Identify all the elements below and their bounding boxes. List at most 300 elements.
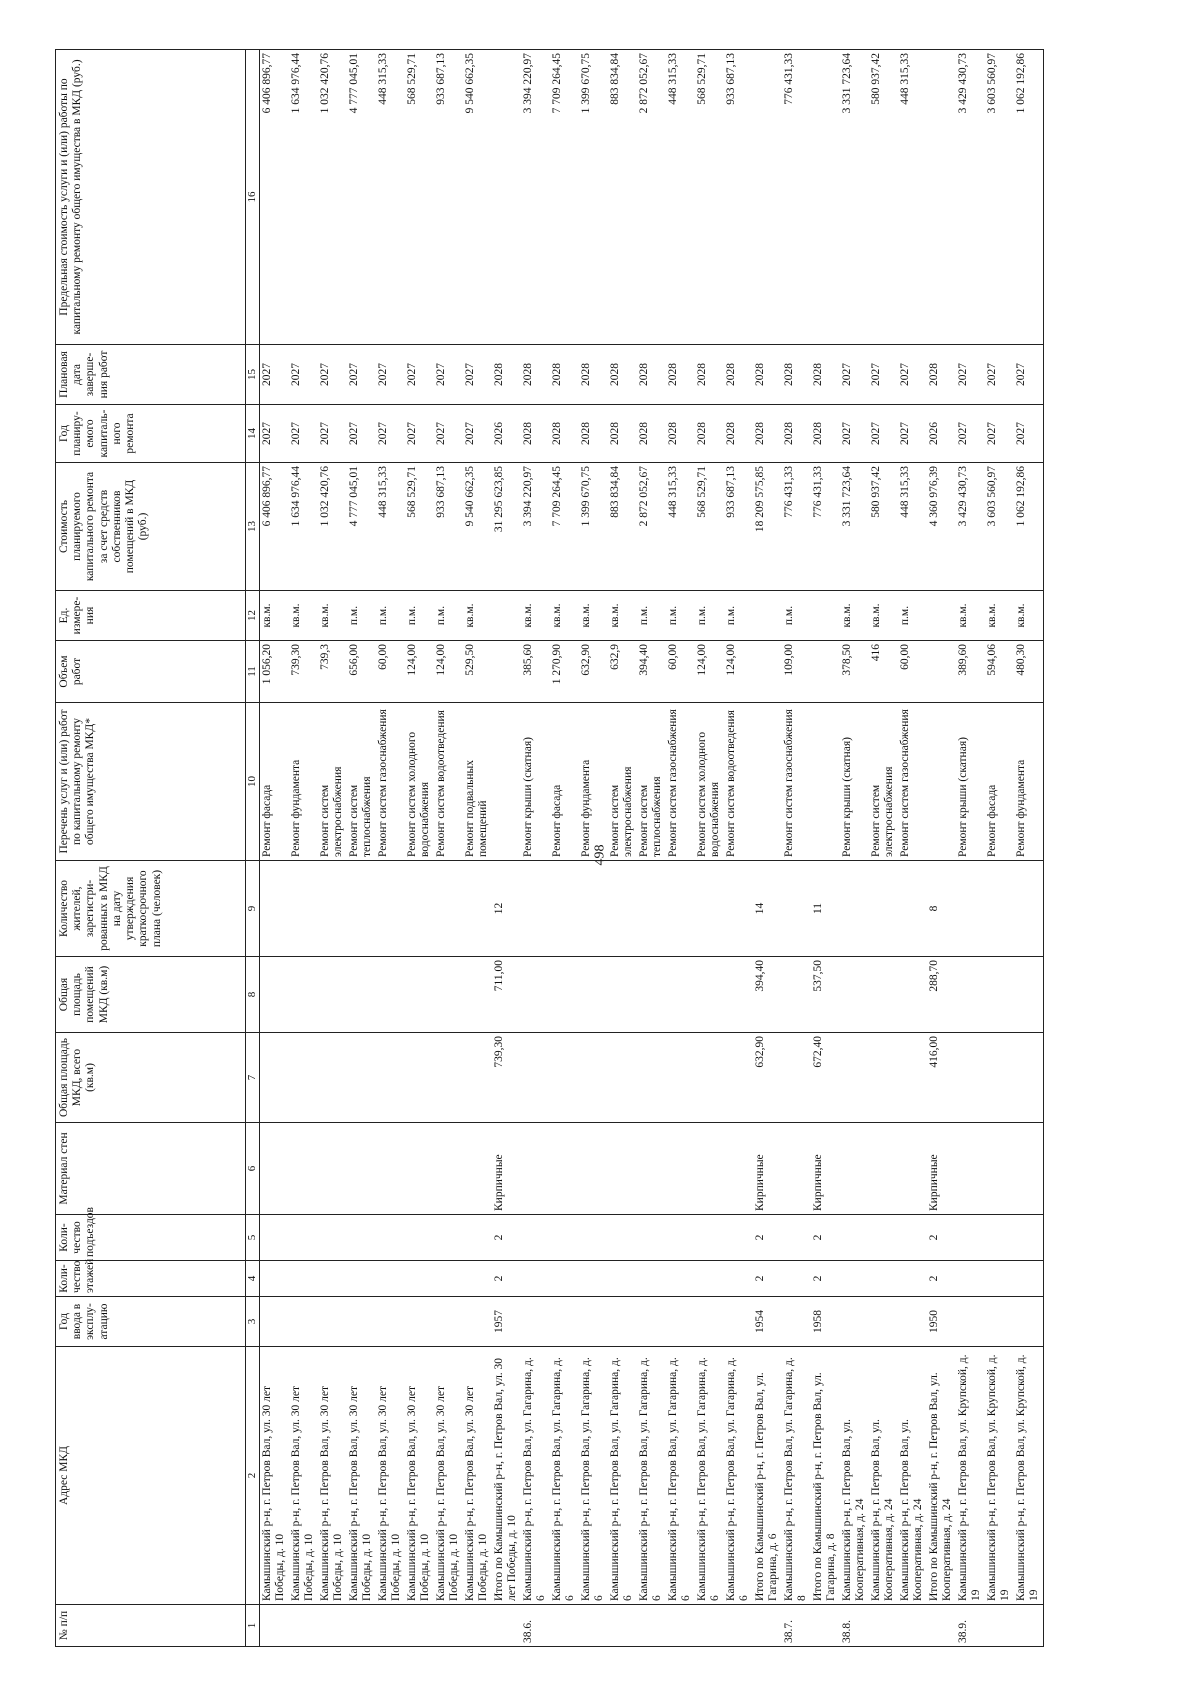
table-cell [347, 1261, 376, 1297]
table-cell [666, 1123, 695, 1215]
column-number-row [246, 50, 260, 1647]
column-header: Предельная стоимость услуги и (или) работы по капитальному ремонту общего имущества в МКД (руб.) [56, 50, 246, 345]
table-cell: 2028 [782, 345, 811, 405]
table-cell: 2 [492, 1215, 521, 1261]
table-cell: 480,30 [1014, 641, 1044, 703]
table-cell: 11 [811, 861, 840, 957]
table-cell [492, 591, 521, 641]
table-cell: Камышинский р-н, г. Петров Вал, ул. 30 лет Победы, д. 10 [376, 1347, 405, 1605]
table-cell [260, 1033, 290, 1123]
table-cell: Ремонт фасада [550, 703, 579, 861]
table-cell: 739,30 [492, 1033, 521, 1123]
table-cell: Ремонт крыши (скатная) [521, 703, 550, 861]
table-cell [840, 1123, 869, 1215]
table-cell: Камышинский р-н, г. Петров Вал, ул. 30 лет Победы, д. 10 [318, 1347, 347, 1605]
table-cell: 632,90 [753, 1033, 782, 1123]
column-header: Коли-чество этажей [56, 1261, 246, 1297]
table-cell [289, 1215, 318, 1261]
table-cell: 2027 [347, 405, 376, 463]
table-cell: Камышинский р-н, г. Петров Вал, ул. Гагарина, д. 6 [550, 1347, 579, 1605]
table-cell: 2027 [869, 345, 898, 405]
table-cell [550, 957, 579, 1033]
table-cell [898, 1123, 927, 1215]
table-cell: 2027 [318, 345, 347, 405]
table-cell: 2027 [869, 405, 898, 463]
table-cell [985, 1033, 1014, 1123]
table-cell [579, 1123, 608, 1215]
table-cell: 3 603 560,97 [985, 50, 1014, 345]
table-cell: 60,00 [666, 641, 695, 703]
table-cell: Камышинский р-н, г. Петров Вал, ул. Кооперативная, д. 24 [898, 1347, 927, 1605]
table-cell [1014, 1605, 1044, 1647]
table-cell: 1 062 192,86 [1014, 463, 1044, 591]
repair-plan-table [55, 49, 1044, 1647]
table-cell [985, 1297, 1014, 1347]
table-cell [956, 1215, 985, 1261]
table-cell: 38.9. [956, 1605, 985, 1647]
table-cell: 2027 [956, 405, 985, 463]
column-number: 14 [246, 405, 260, 463]
table-cell [434, 1123, 463, 1215]
table-cell [898, 1215, 927, 1261]
table-cell [550, 1297, 579, 1347]
table-cell: 2028 [550, 345, 579, 405]
table-cell: кв.м. [260, 591, 290, 641]
table-cell [869, 1297, 898, 1347]
table-cell: 2028 [608, 345, 637, 405]
table-cell: 18 209 575,85 [753, 463, 782, 591]
table-cell: 776 431,33 [782, 463, 811, 591]
table-cell [376, 1261, 405, 1297]
table-cell: 933 687,13 [434, 463, 463, 591]
table-cell: 1 634 976,44 [289, 50, 318, 345]
table-cell [869, 861, 898, 957]
table-cell: 2027 [376, 405, 405, 463]
table-cell: 2027 [347, 345, 376, 405]
table-cell: 2026 [492, 405, 521, 463]
table-cell [1014, 1215, 1044, 1261]
table-cell: 9 540 662,35 [463, 463, 492, 591]
table-cell [985, 1123, 1014, 1215]
table-cell: 12 [492, 861, 521, 957]
table-cell [579, 1297, 608, 1347]
table-cell: 2028 [724, 405, 753, 463]
table-cell [463, 1033, 492, 1123]
table-cell: 2027 [405, 345, 434, 405]
table-cell: Кирпичные [811, 1123, 840, 1215]
column-number: 5 [246, 1215, 260, 1261]
table-cell: кв.м. [579, 591, 608, 641]
table-cell: 378,50 [840, 641, 869, 703]
table-cell: 632,9 [608, 641, 637, 703]
table-cell [318, 1033, 347, 1123]
column-number: 7 [246, 1033, 260, 1123]
table-cell: 2027 [840, 345, 869, 405]
table-cell: 38.6. [521, 1605, 550, 1647]
table-cell [869, 1033, 898, 1123]
table-cell [608, 1261, 637, 1297]
column-header: Адрес МКД [56, 1347, 246, 1605]
table-cell [434, 1297, 463, 1347]
table-cell: 2 [927, 1215, 956, 1261]
table-cell: кв.м. [289, 591, 318, 641]
table-cell [840, 957, 869, 1033]
table-cell: 2027 [463, 345, 492, 405]
column-number: 6 [246, 1123, 260, 1215]
table-cell [695, 861, 724, 957]
table-cell [927, 641, 956, 703]
table-cell: 2028 [811, 405, 840, 463]
table-cell: Ремонт систем водоотведения [434, 703, 463, 861]
table-cell [376, 1605, 405, 1647]
table-cell: Камышинский р-н, г. Петров Вал, ул. Гагарина, д. 6 [579, 1347, 608, 1605]
column-number: 10 [246, 703, 260, 861]
table-row [927, 50, 956, 1647]
table-cell [927, 703, 956, 861]
table-cell: 2027 [289, 345, 318, 405]
table-cell [318, 957, 347, 1033]
table-cell: кв.м. [840, 591, 869, 641]
table-cell: 3 394 220,97 [521, 50, 550, 345]
table-cell [985, 1261, 1014, 1297]
table-cell: Камышинский р-н, г. Петров Вал, ул. 30 лет Победы, д. 10 [347, 1347, 376, 1605]
table-cell [463, 1215, 492, 1261]
table-cell [840, 1215, 869, 1261]
table-cell [898, 1605, 927, 1647]
table-cell [463, 1297, 492, 1347]
table-cell [405, 861, 434, 957]
table-cell [956, 861, 985, 957]
table-cell [724, 1215, 753, 1261]
table-cell: 656,00 [347, 641, 376, 703]
table-cell [521, 1033, 550, 1123]
table-cell [376, 1033, 405, 1123]
table-cell [492, 1605, 521, 1647]
table-row [724, 50, 753, 1647]
table-cell: п.м. [782, 591, 811, 641]
table-cell: Ремонт фундамента [289, 703, 318, 861]
table-cell [521, 1261, 550, 1297]
table-cell: Ремонт подвальных помещений [463, 703, 492, 861]
column-number: 11 [246, 641, 260, 703]
table-cell: 448 315,33 [898, 463, 927, 591]
table-cell [347, 1215, 376, 1261]
table-cell: 416 [869, 641, 898, 703]
table-cell [695, 957, 724, 1033]
table-cell [637, 957, 666, 1033]
table-cell: 1 399 670,75 [579, 463, 608, 591]
table-cell [521, 1123, 550, 1215]
table-cell: 2026 [927, 405, 956, 463]
table-cell [405, 957, 434, 1033]
table-cell [753, 703, 782, 861]
table-cell [985, 1605, 1014, 1647]
table-cell: 2028 [695, 405, 724, 463]
table-cell [376, 861, 405, 957]
table-cell: 3 331 723,64 [840, 463, 869, 591]
table-cell: 568 529,71 [695, 50, 724, 345]
table-cell: 2027 [463, 405, 492, 463]
table-cell [260, 1297, 290, 1347]
table-cell [811, 1605, 840, 1647]
table-cell [927, 1605, 956, 1647]
table-cell [521, 861, 550, 957]
table-cell: п.м. [695, 591, 724, 641]
table-row [579, 50, 608, 1647]
table-cell: 2 [927, 1261, 956, 1297]
table-cell [550, 1123, 579, 1215]
table-cell [840, 861, 869, 957]
table-cell [521, 1297, 550, 1347]
table-cell [637, 1261, 666, 1297]
table-cell [724, 1297, 753, 1347]
table-cell: 2 [811, 1261, 840, 1297]
table-cell [869, 957, 898, 1033]
table-cell [927, 591, 956, 641]
table-cell [405, 1123, 434, 1215]
table-cell [463, 861, 492, 957]
table-cell [260, 861, 290, 957]
table-cell [347, 1033, 376, 1123]
column-header: Коли-чество подъездов [56, 1215, 246, 1261]
table-cell [579, 1033, 608, 1123]
table-cell [753, 641, 782, 703]
table-row [318, 50, 347, 1647]
table-cell: Ремонт фасада [260, 703, 290, 861]
table-cell: 2028 [724, 345, 753, 405]
table-cell: 1 062 192,86 [1014, 50, 1044, 345]
table-cell: 2028 [695, 345, 724, 405]
table-cell [753, 1605, 782, 1647]
table-cell: 2028 [550, 405, 579, 463]
table-cell [260, 1123, 290, 1215]
table-cell: кв.м. [521, 591, 550, 641]
table-cell [1014, 1261, 1044, 1297]
table-cell: Ремонт систем холодного водоснабжения [405, 703, 434, 861]
table-cell [608, 1297, 637, 1347]
table-cell: 711,00 [492, 957, 521, 1033]
table-cell: Камышинский р-н, г. Петров Вал, ул. Кооперативная, д. 24 [869, 1347, 898, 1605]
table-cell: 38.7. [782, 1605, 811, 1647]
table-cell: Кирпичные [753, 1123, 782, 1215]
table-cell: Ремонт систем теплоснабжения [637, 703, 666, 861]
table-cell: 776 431,33 [811, 463, 840, 591]
table-cell: 2028 [637, 405, 666, 463]
table-cell: 2027 [289, 405, 318, 463]
table-cell: 31 295 623,85 [492, 463, 521, 591]
table-cell [318, 1215, 347, 1261]
table-cell [463, 1605, 492, 1647]
table-cell [956, 957, 985, 1033]
table-row [550, 50, 579, 1647]
table-cell [1014, 957, 1044, 1033]
table-cell: Ремонт систем электроснабжения [608, 703, 637, 861]
table-cell [434, 957, 463, 1033]
table-cell: кв.м. [463, 591, 492, 641]
column-number: 1 [246, 1605, 260, 1647]
table-row [1014, 50, 1044, 1647]
table-cell: 2027 [985, 345, 1014, 405]
table-cell: Итого по Камышинский р-н, г. Петров Вал, ул. Гагарина, д. 8 [811, 1347, 840, 1605]
table-cell [811, 703, 840, 861]
table-cell: Итого по Камышинский р-н, г. Петров Вал, ул. Кооперативная, д. 24 [927, 1347, 956, 1605]
table-cell [753, 591, 782, 641]
table-cell: 2028 [753, 345, 782, 405]
table-cell [1014, 861, 1044, 957]
table-cell [840, 1261, 869, 1297]
table-cell: кв.м. [608, 591, 637, 641]
table-cell [637, 1605, 666, 1647]
table-cell: 448 315,33 [666, 463, 695, 591]
table-cell: 448 315,33 [376, 463, 405, 591]
table-cell: 394,40 [637, 641, 666, 703]
column-number: 2 [246, 1347, 260, 1605]
table-cell [1014, 1033, 1044, 1123]
table-cell [289, 1605, 318, 1647]
table-cell [666, 1033, 695, 1123]
table-cell: 2028 [579, 345, 608, 405]
table-cell: 7 709 264,45 [550, 50, 579, 345]
table-cell: п.м. [666, 591, 695, 641]
table-cell [347, 1123, 376, 1215]
table-cell: 124,00 [695, 641, 724, 703]
column-header: Общая площадь помещений МКД (кв.м) [56, 957, 246, 1033]
table-cell: 2027 [260, 405, 290, 463]
table-cell: 2028 [811, 345, 840, 405]
table-cell [898, 1297, 927, 1347]
table-cell [434, 1033, 463, 1123]
table-cell: Камышинский р-н, г. Петров Вал, ул. Крупской, д. 19 [1014, 1347, 1044, 1605]
table-cell [579, 1215, 608, 1261]
table-cell: Кирпичные [492, 1123, 521, 1215]
table-cell: Ремонт систем холодного водоснабжения [695, 703, 724, 861]
table-cell: Ремонт фундамента [1014, 703, 1044, 861]
table-cell: 2028 [782, 405, 811, 463]
table-cell [782, 861, 811, 957]
column-number: 8 [246, 957, 260, 1033]
table-cell [695, 1123, 724, 1215]
table-cell: 2027 [840, 405, 869, 463]
table-cell: 632,90 [579, 641, 608, 703]
table-cell: 2027 [898, 345, 927, 405]
column-header: Ед. измере-ния [56, 591, 246, 641]
table-cell: Ремонт фасада [985, 703, 1014, 861]
table-row [376, 50, 405, 1647]
column-number: 12 [246, 591, 260, 641]
table-cell: 672,40 [811, 1033, 840, 1123]
column-header: Год планиру-емого капиталь-ного ремонта [56, 405, 246, 463]
table-cell: 2027 [434, 405, 463, 463]
table-cell [695, 1605, 724, 1647]
table-row [782, 50, 811, 1647]
table-cell: 2 [811, 1215, 840, 1261]
table-cell: Камышинский р-н, г. Петров Вал, ул. 30 лет Победы, д. 10 [405, 1347, 434, 1605]
table-cell: п.м. [376, 591, 405, 641]
table-cell: 109,00 [782, 641, 811, 703]
table-cell [318, 1261, 347, 1297]
table-cell [637, 1123, 666, 1215]
table-cell [724, 1261, 753, 1297]
column-header: Плановая дата заверше-ния работ [56, 345, 246, 405]
table-cell [985, 957, 1014, 1033]
table-cell: 3 394 220,97 [521, 463, 550, 591]
table-cell: 2027 [956, 345, 985, 405]
table-cell: 2028 [927, 345, 956, 405]
table-cell: 448 315,33 [666, 50, 695, 345]
table-cell: 2028 [521, 345, 550, 405]
table-row [608, 50, 637, 1647]
table-cell [521, 1215, 550, 1261]
table-cell: Ремонт фундамента [579, 703, 608, 861]
table-cell [782, 957, 811, 1033]
table-cell: 2027 [376, 345, 405, 405]
table-row [956, 50, 985, 1647]
table-cell: 1 032 420,76 [318, 463, 347, 591]
table-cell [405, 1297, 434, 1347]
table-cell [318, 1123, 347, 1215]
table-cell [579, 957, 608, 1033]
table-cell: 448 315,33 [898, 50, 927, 345]
column-header: Количество жителей, зарегистри-рованных в МКД на дату утверждения краткосрочного плана (человек) [56, 861, 246, 957]
table-cell [1014, 1297, 1044, 1347]
table-cell: кв.м. [1014, 591, 1044, 641]
column-number: 13 [246, 463, 260, 591]
table-cell [405, 1261, 434, 1297]
table-cell: 4 777 045,01 [347, 463, 376, 591]
table-cell: 1 399 670,75 [579, 50, 608, 345]
table-cell [608, 1033, 637, 1123]
table-cell: Ремонт систем газоснабжения [782, 703, 811, 861]
table-cell: 9 540 662,35 [463, 50, 492, 345]
table-cell [405, 1033, 434, 1123]
column-header: Объем работ [56, 641, 246, 703]
table-cell [289, 1123, 318, 1215]
table-cell [608, 1605, 637, 1647]
table-cell: Кирпичные [927, 1123, 956, 1215]
table-cell: Итого по Камышинский р-н, г. Петров Вал, ул. Гагарина, д. 6 [753, 1347, 782, 1605]
table-cell: 416,00 [927, 1033, 956, 1123]
table-cell [463, 1261, 492, 1297]
table-cell: 2027 [405, 405, 434, 463]
table-cell [1014, 1123, 1044, 1215]
table-cell [405, 1215, 434, 1261]
table-cell [521, 957, 550, 1033]
table-cell: кв.м. [318, 591, 347, 641]
table-cell: Камышинский р-н, г. Петров Вал, ул. Крупской, д. 19 [956, 1347, 985, 1605]
table-cell: 568 529,71 [405, 463, 434, 591]
table-cell [608, 957, 637, 1033]
table-cell: 2028 [753, 405, 782, 463]
table-cell [376, 1215, 405, 1261]
table-cell: 933 687,13 [724, 50, 753, 345]
table-cell: п.м. [434, 591, 463, 641]
column-header: Стоимость планируемого капитального ремонта за счет средств собственников помещений в МКД (руб.) [56, 463, 246, 591]
table-cell [695, 1297, 724, 1347]
table-cell: Камышинский р-н, г. Петров Вал, ул. Гагарина, д. 6 [666, 1347, 695, 1605]
table-cell: 1 056,20 [260, 641, 290, 703]
column-number: 16 [246, 50, 260, 345]
table-cell: п.м. [724, 591, 753, 641]
header-row [56, 50, 246, 1647]
table-cell [405, 1605, 434, 1647]
table-body [260, 50, 1044, 1647]
table-cell: 2027 [260, 345, 290, 405]
table-cell: 6 406 896,77 [260, 463, 290, 591]
table-cell: 3 331 723,64 [840, 50, 869, 345]
table-cell [550, 1215, 579, 1261]
table-cell: 124,00 [724, 641, 753, 703]
column-number: 4 [246, 1261, 260, 1297]
